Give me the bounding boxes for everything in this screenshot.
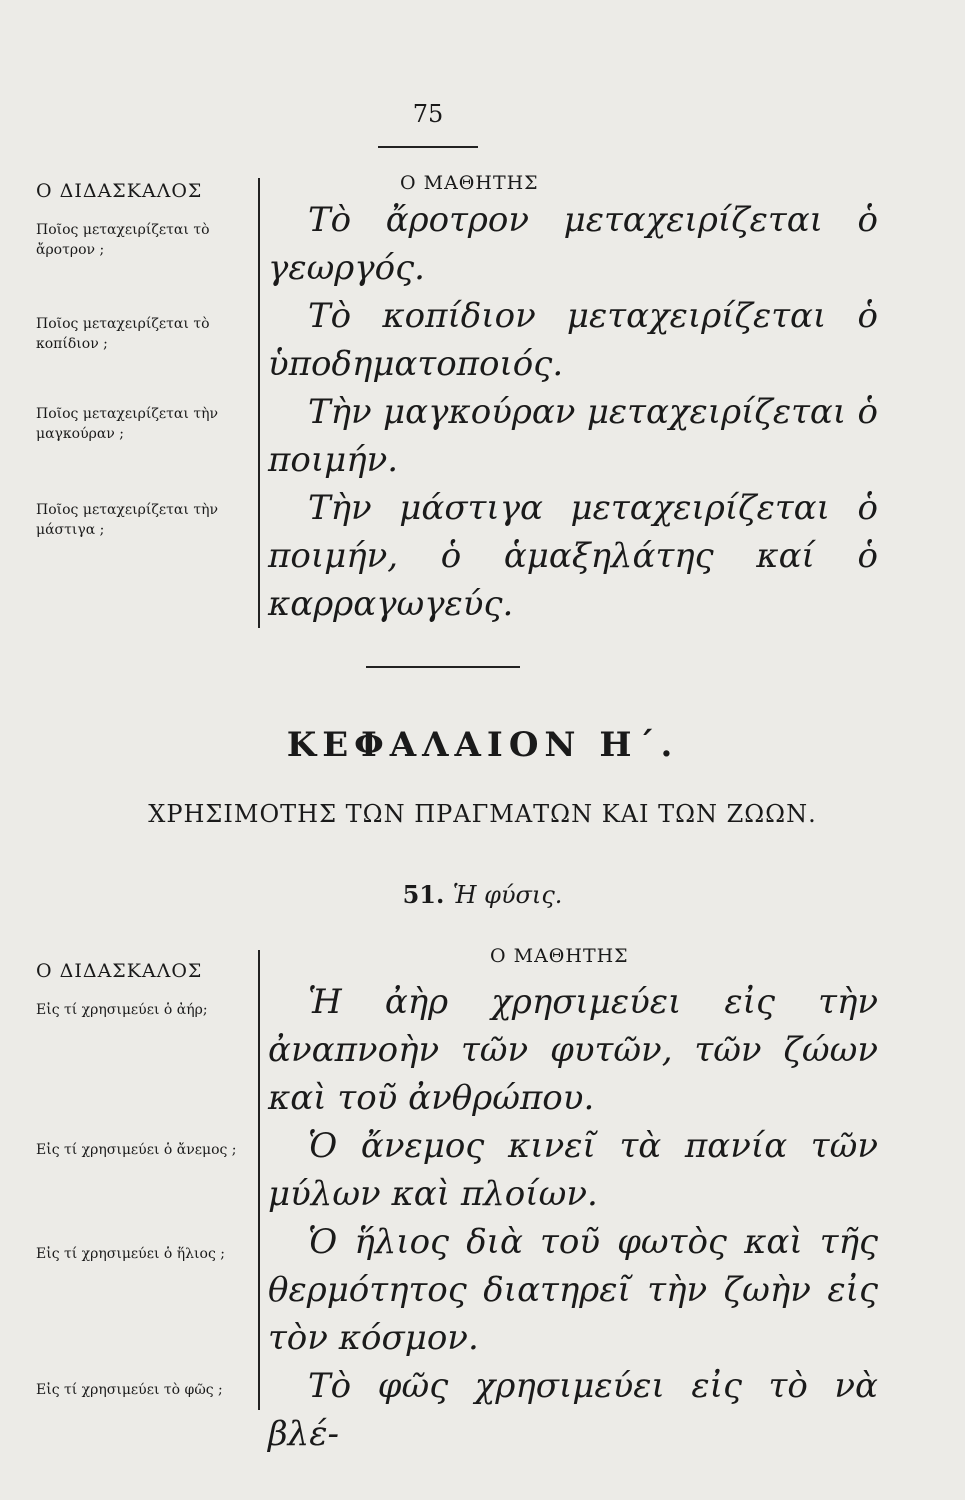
question: Ποῖος μεταχειρίζεται τὴν μαγκούραν ; xyxy=(36,406,218,442)
answer: Ὁ ἄνεμος κινεῖ τὰ πανία τῶν μύλων καὶ πλοίων. xyxy=(268,1126,878,1214)
answer: Τὸ κοπίδιον μεταχειρίζεται ὁ ὑποδηματοποιός. xyxy=(268,296,878,384)
answer: Τὸ φῶς χρησιμεύει εἰς τὸ νὰ βλέ- xyxy=(268,1366,878,1454)
teacher-header: Ο ΔΙΔΑΣΚΑΛΟΣ xyxy=(36,960,203,982)
column-divider xyxy=(258,178,260,628)
answer-column xyxy=(268,978,878,1458)
question: Εἰς τί χρησιμεύει ὁ ἀήρ; xyxy=(36,1002,208,1018)
question: Εἰς τί χρησιμεύει ὁ ἥλιος ; xyxy=(36,1246,225,1262)
answer: Ὁ ἥλιος διὰ τοῦ φωτὸς καὶ τῆς θερμότητος διατηρεῖ τὴν ζωὴν εἰς τὸν κόσμον. xyxy=(268,1222,878,1358)
answer: Ἡ ἀὴρ χρησιμεύει εἰς τὴν ἀναπνοὴν τῶν φυτῶν, τῶν ζώων καὶ τοῦ ἀνθρώπου. xyxy=(268,982,878,1118)
question: Εἰς τί χρησιμεύει ὁ ἄνεμος ; xyxy=(36,1142,237,1158)
section-heading xyxy=(0,880,965,909)
answer: Τὴν μαγκούραν μεταχειρίζεται ὁ ποιμήν. xyxy=(268,392,878,480)
page-number: 75 xyxy=(412,100,444,128)
section-title: Ἡ φύσις. xyxy=(452,881,563,909)
answer: Τὴν μάστιγα μεταχειρίζεται ὁ ποιμήν, ὁ ἁμαξηλάτης καί ὁ καρραγωγεύς. xyxy=(268,488,878,624)
student-header: Ο ΜΑΘΗΤΗΣ xyxy=(490,945,629,967)
answer: Τὸ ἄροτρον μεταχειρίζεται ὁ γεωργός. xyxy=(268,200,878,288)
chapter-title: ΚΕΦΑΛΑΙΟΝ Η΄. xyxy=(286,725,679,765)
question: Ποῖος μεταχειρίζεται τὸ ἄροτρον ; xyxy=(36,222,210,258)
student-header: Ο ΜΑΘΗΤΗΣ xyxy=(400,172,539,194)
section-number: 51. xyxy=(402,880,445,909)
top-rule xyxy=(378,146,478,148)
question: Εἰς τί χρησιμεύει τὸ φῶς ; xyxy=(36,1382,223,1398)
teacher-header: Ο ΔΙΔΑΣΚΑΛΟΣ xyxy=(36,180,203,202)
column-divider xyxy=(258,950,260,1410)
answer-column xyxy=(268,196,878,628)
chapter-subtitle: ΧΡΗΣΙΜΟΤΗΣ ΤΩΝ ΠΡΑΓΜΑΤΩΝ ΚΑΙ ΤΩΝ ΖΩΩΝ. xyxy=(148,800,817,828)
question: Ποῖος μεταχειρίζεται τὸ κοπίδιον ; xyxy=(36,316,210,352)
question: Ποῖος μεταχειρίζεται τὴν μάστιγα ; xyxy=(36,502,218,538)
section-rule xyxy=(366,666,520,668)
